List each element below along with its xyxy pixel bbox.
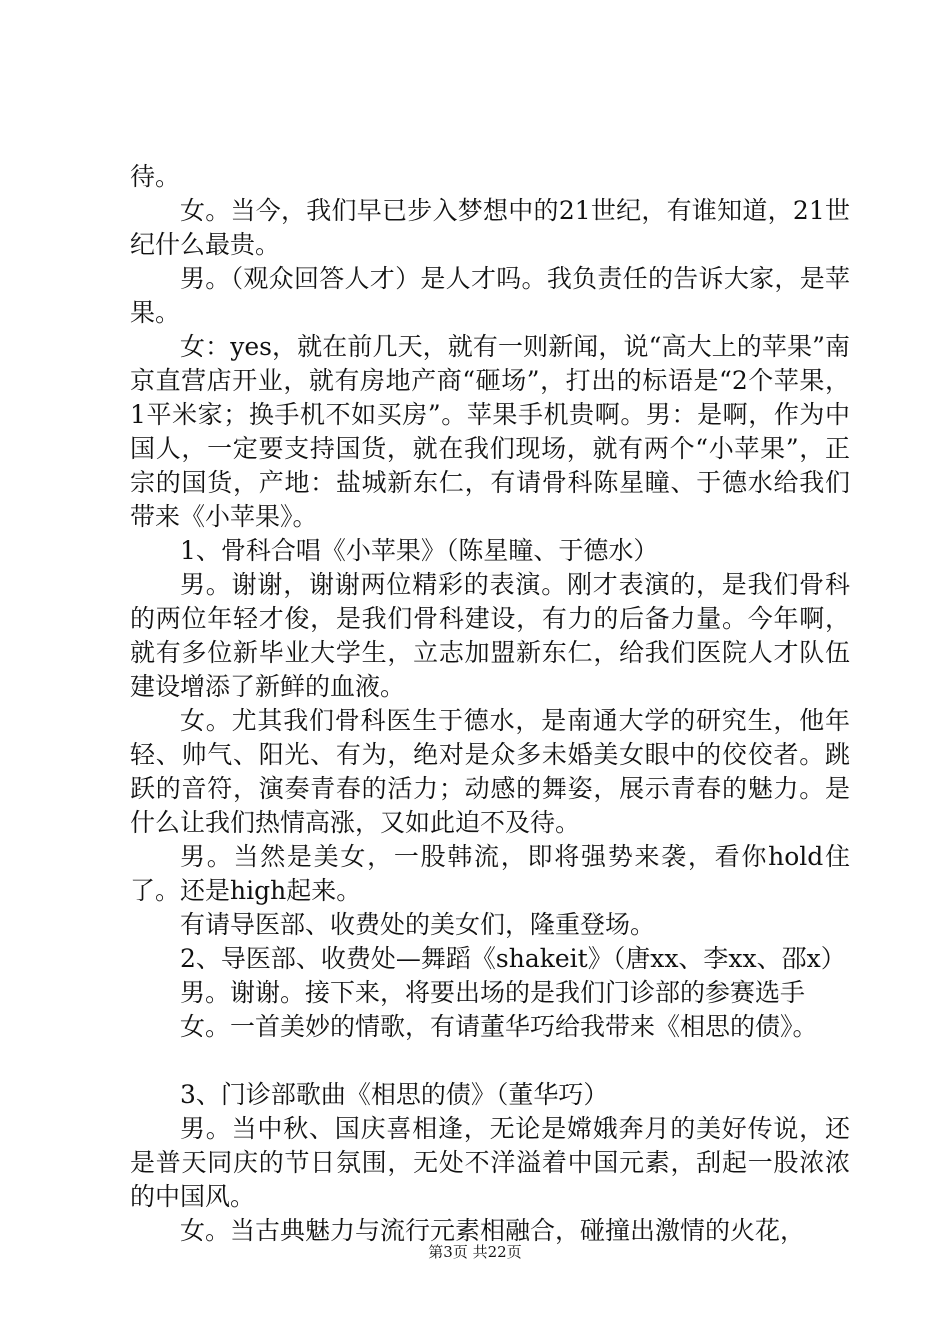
paragraph-11: 男。当中秋、国庆喜相逢，无论是嫦娥奔月的美好传说，还是普天同庆的节日氛围，无处不洋溢着中国元素，刮起一股浓浓的中国风。 [130, 1114, 850, 1211]
paragraph-2: 女。当今，我们早已步入梦想中的21世纪，有谁知道，21世纪什么最贵。 [130, 196, 850, 259]
program-item-2: 2、导医部、收费处—舞蹈《shakeit》（唐xx、李xx、邵x） [180, 944, 846, 973]
paragraph-9: 男。谢谢。接下来，将要出场的是我们门诊部的参赛选手 [180, 978, 806, 1007]
paragraph-4: 女：yes，就在前几天，就有一则新闻，说“高大上的苹果”南京直营店开业，就有房地产商“砸场”，打出的标语是“2个苹果，1平米家；换手机不如买房”。苹果手机贵啊。男：是啊，作为中国人，一定要支持国货，就在我们现场，就有两个“小苹果”，正宗的国货，产地：盐城新东仁，有请骨科陈星瞳、于德水给我们带来《小苹果》。 [130, 332, 850, 531]
document-body [130, 160, 850, 1248]
paragraph-5: 男。谢谢，谢谢两位精彩的表演。刚才表演的，是我们骨科的两位年轻才俊，是我们骨科建设，有力的后备力量。今年啊，就有多位新毕业大学生，立志加盟新东仁，给我们医院人才队伍建设增添了新鲜的血液。 [130, 570, 850, 701]
paragraph-3: 男。（观众回答人才）是人才吗。我负责任的告诉大家，是苹果。 [130, 264, 850, 327]
paragraph-6: 女。尤其我们骨科医生于德水，是南通大学的研究生，他年轻、帅气、阳光、有为，绝对是众多未婚美女眼中的佼佼者。跳跃的音符，演奏青春的活力；动感的舞姿，展示青春的魅力。是什么让我们热情高涨，又如此迫不及待。 [130, 706, 850, 837]
program-item-3: 3、门诊部歌曲《相思的债》（董华巧） [180, 1080, 609, 1109]
program-item-1: 1、骨科合唱《小苹果》（陈星瞳、于德水） [180, 536, 659, 565]
paragraph-12: 女。当古典魅力与流行元素相融合，碰撞出激情的火花， [180, 1216, 806, 1245]
page-number-footer: 第3页 共22页 [428, 1243, 522, 1261]
paragraph-1: 待。 [130, 162, 181, 191]
paragraph-10: 女。一首美妙的情歌，有请董华巧给我带来《相思的债》。 [180, 1012, 818, 1041]
paragraph-8: 有请导医部、收费处的美女们，隆重登场。 [180, 910, 656, 939]
paragraph-7: 男。当然是美女，一股韩流，即将强势来袭，看你hold住了。还是high起来。 [130, 842, 850, 905]
